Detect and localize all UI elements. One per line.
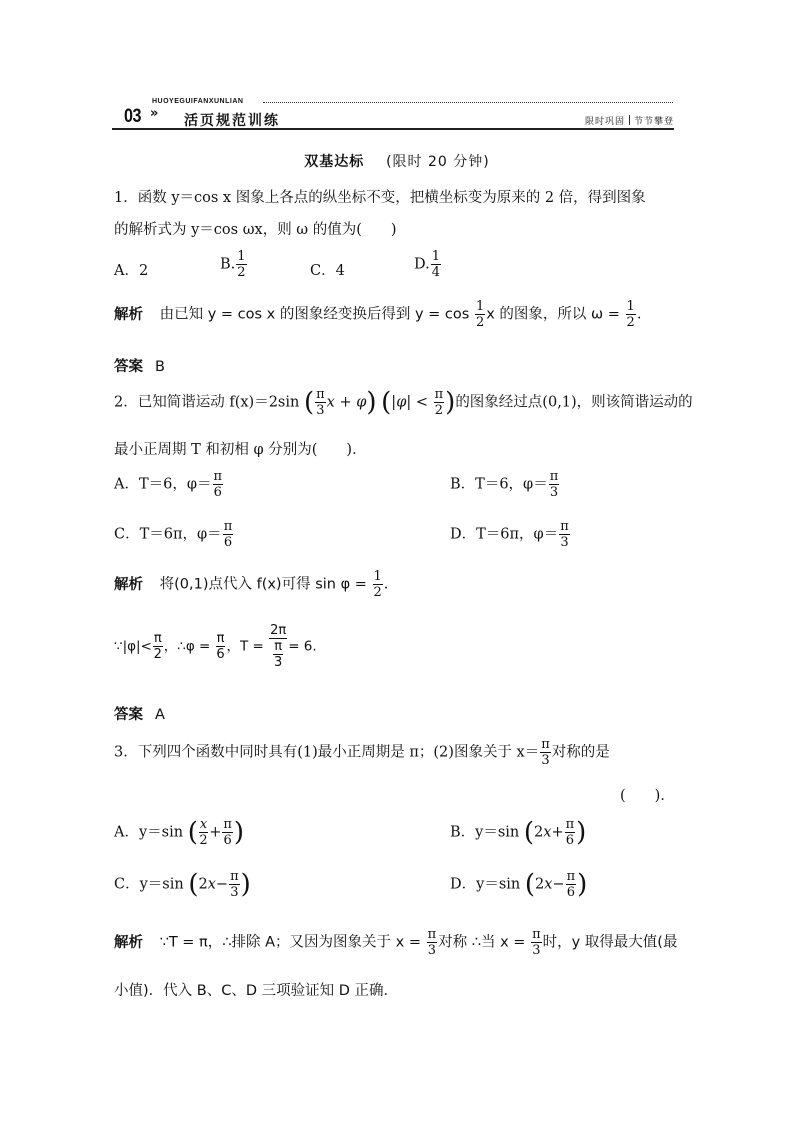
page-title-main: 双基达标 xyxy=(304,154,365,170)
chevron-icon: » xyxy=(150,106,159,121)
q3-text-pre: 3．下列四个函数中同时具有(1)最小正周期是 π；(2)图象关于 x＝ xyxy=(114,744,540,761)
q2-option-b-frac xyxy=(549,470,560,499)
q1-analysis-frac2 xyxy=(626,300,636,329)
frac-num: 1 xyxy=(373,569,382,584)
q1-text-line1: 1．函数 y＝cos x 图象上各点的纵坐标不变，把横坐标变为原来的 2 倍，得到图象 xyxy=(114,190,646,206)
frac-num: π xyxy=(566,869,576,884)
frac-num: 1 xyxy=(237,249,246,264)
q1-option-d xyxy=(414,250,442,279)
q1-answer xyxy=(114,355,165,376)
q2-answer-value: A xyxy=(155,707,165,723)
q3-var: x xyxy=(207,876,216,893)
frac-x2 xyxy=(199,818,208,847)
frac-den: 2 xyxy=(237,265,246,280)
analysis-label: 解析 xyxy=(114,576,143,593)
q3-option-a: A．y＝sin ( $\frac{x}{2}$ + $\frac{\pi}{6}$ ) xyxy=(114,817,245,848)
q3-analysis-mid: 对称 ∴当 x = xyxy=(438,934,531,951)
frac-num: 1 xyxy=(431,249,440,264)
frac-pi6 xyxy=(222,818,233,847)
header-rule xyxy=(112,128,674,130)
q2-analysis-frac xyxy=(373,570,383,599)
q3-analysis-frac-a xyxy=(427,928,438,957)
q2-frac-pi2 xyxy=(434,388,445,417)
paren-close: ) xyxy=(233,817,245,848)
q1-option-a: A．2 xyxy=(114,263,149,279)
q2-option-d xyxy=(450,520,571,549)
q2-frac-a xyxy=(153,632,163,661)
q3-var: x xyxy=(543,824,552,841)
q2-analysis-line1: 解析 将(0,1)点代入 f(x)可得 sin φ = $\frac{1}{2}$ . xyxy=(114,569,389,600)
q2-option-b xyxy=(450,470,560,499)
q3-option-c: C．y＝sin (2x− $\frac{\pi}{3}$ ) xyxy=(114,869,251,900)
q2-analysis-end: = 6. xyxy=(288,638,317,655)
frac-num: π xyxy=(560,519,569,534)
q2-analysis-line2 xyxy=(114,624,317,669)
q2-answer xyxy=(114,703,165,724)
paren-close: ) xyxy=(366,387,377,418)
q3-option-a-label: A．y＝sin xyxy=(114,824,184,841)
paren-close: ) xyxy=(576,817,587,848)
q3-var: x xyxy=(544,876,553,893)
paren-open: ( xyxy=(523,817,535,848)
q1-option-d-frac xyxy=(431,250,441,279)
q1-analysis-pre: 由已知 y = cos x 的图象经变换后得到 y = cos xyxy=(159,306,474,323)
frac-num: 1 xyxy=(626,299,635,314)
q3-blank: ( )． xyxy=(620,788,675,804)
section-number: 03 xyxy=(124,106,142,127)
q3-option-b-label: B．y＝sin xyxy=(450,824,520,841)
frac-den: 3 xyxy=(427,943,437,958)
paren-open: ( xyxy=(381,387,392,418)
analysis-label: 解析 xyxy=(114,934,143,951)
frac-den: 6 xyxy=(223,833,232,848)
q1-option-d-label: D. xyxy=(414,256,430,273)
q2-frac-inner xyxy=(273,640,283,669)
q2-analysis-pre: ∵|φ|< xyxy=(114,638,152,655)
q2-phi: φ xyxy=(356,394,367,411)
q2-phi-abs: φ xyxy=(396,394,407,411)
q2-analysis-mid: ，∴φ = xyxy=(163,638,215,655)
frac-den: 4 xyxy=(431,265,440,280)
q1-option-c: C．4 xyxy=(310,263,345,279)
header-pinyin: HUOYEGUIFANXUNLIAN xyxy=(152,98,244,105)
frac-den: 2 xyxy=(199,833,208,848)
q3-option-b: B．y＝sin (2x+ $\frac{\pi}{6}$ ) xyxy=(450,817,587,848)
q2-frac-b xyxy=(216,632,226,661)
q1-option-b-label: B. xyxy=(220,256,236,273)
frac-num: π xyxy=(434,387,444,402)
q1-answer-value: B xyxy=(155,359,165,375)
page-header xyxy=(112,96,674,130)
q3-option-c-label: C．y＝sin xyxy=(114,876,184,893)
q2-option-c-label: C．T＝6π，φ＝ xyxy=(114,526,222,543)
q2-text-pre: 2．已知简谐运动 f(x)＝2sin xyxy=(114,394,304,411)
q2-text-line2: 最小正周期 T 和初相 φ 分别为( )． xyxy=(114,442,367,458)
q1-analysis-mid: x 的图象，所以 ω = xyxy=(486,306,625,323)
frac-den: 3 xyxy=(274,655,283,670)
q3-analysis-line2: 小值)．代入 B、C、D 三项验证知 D 正确． xyxy=(114,983,398,999)
answer-label: 答案 xyxy=(114,707,143,723)
q2-option-d-frac xyxy=(559,520,570,549)
q3-analysis-end: 时，y 取得最大值(最 xyxy=(542,934,678,951)
frac-num: π xyxy=(541,737,550,752)
frac-pi3 xyxy=(229,870,240,899)
frac-num: 1 xyxy=(475,299,485,314)
frac-den: 2 xyxy=(434,403,444,418)
q2-option-c xyxy=(114,520,234,549)
q3-text-line1 xyxy=(114,738,610,767)
q2-option-b-label: B．T＝6，φ＝ xyxy=(450,476,548,493)
q2-text-post: 的图象经过点(0,1)，则该简谐运动的 xyxy=(455,394,693,411)
q2-var: x xyxy=(326,394,335,411)
q2-frac-period xyxy=(269,624,287,669)
frac-num: π xyxy=(549,469,559,484)
paren-close: ) xyxy=(445,387,456,418)
frac-den: 3 xyxy=(549,485,559,500)
header-title: 活页规范训练 xyxy=(184,113,280,129)
q2-option-c-frac xyxy=(223,520,234,549)
page-title xyxy=(0,151,794,171)
header-tags xyxy=(585,114,674,127)
paren-close: ) xyxy=(240,869,251,900)
paren-open: ( xyxy=(524,869,535,900)
frac-den: 6 xyxy=(216,647,225,662)
frac-den: 2 xyxy=(153,647,162,662)
q3-option-d-label: D．y＝sin xyxy=(450,876,521,893)
answer-label: 答案 xyxy=(114,359,143,375)
header-tag-divider xyxy=(629,115,630,125)
frac-den: 3 xyxy=(560,535,569,550)
frac-den: 2 xyxy=(373,585,382,600)
frac-num: π xyxy=(223,817,232,832)
frac-num: π xyxy=(274,639,283,654)
paren-close: ) xyxy=(577,869,588,900)
q1-option-b-frac xyxy=(236,250,246,279)
frac-num: π xyxy=(230,869,239,884)
frac-num: π xyxy=(565,817,575,832)
header-tag-right: 节节攀登 xyxy=(633,117,674,127)
q2-option-a-label: A．T＝6，φ＝ xyxy=(114,476,212,493)
q1-text-line2: 的解析式为 y＝cos ωx，则 ω 的值为( ) xyxy=(114,222,397,238)
q2-option-d-label: D．T＝6π，φ＝ xyxy=(450,526,559,543)
frac-num: π xyxy=(213,469,223,484)
q3-analysis-pre: ∵T = π，∴排除 A；又因为图象关于 x = xyxy=(159,934,426,951)
q1-option-b xyxy=(220,250,248,279)
header-dotted-rule xyxy=(263,102,673,103)
frac-num: π xyxy=(153,631,162,646)
frac-num: π xyxy=(532,927,541,942)
paren-open: ( xyxy=(188,869,199,900)
frac-den xyxy=(272,639,284,669)
q3-analysis-frac-b xyxy=(531,928,542,957)
frac-den: 3 xyxy=(316,403,325,418)
q2-text-line1: 2．已知简谐运动 f(x)＝2sin ( $\frac{\pi}{3}$ x + φ) (|φ| < $\frac{\pi}{2}$ )的图象经过点(0,1)，则该简谐运动的 xyxy=(114,387,693,418)
frac-den: 3 xyxy=(541,753,550,768)
frac-den: 3 xyxy=(230,885,239,900)
frac-den: 2 xyxy=(475,315,485,330)
paren-open: ( xyxy=(303,387,315,418)
frac-num: π xyxy=(316,387,325,402)
header-tag-left: 限时巩固 xyxy=(584,117,625,127)
q3-frac xyxy=(540,738,551,767)
q2-analysis-text: 将(0,1)点代入 f(x)可得 sin φ = xyxy=(159,576,372,593)
frac-num: π xyxy=(427,927,437,942)
paren-open: ( xyxy=(187,817,198,848)
q3-text-post: 对称的是 xyxy=(551,744,610,761)
frac-den: 3 xyxy=(532,943,541,958)
frac-pi6 xyxy=(565,818,576,847)
frac-den: 2 xyxy=(626,315,635,330)
q3-option-d: D．y＝sin (2x− $\frac{\pi}{6}$ ) xyxy=(450,869,588,900)
q2-option-a xyxy=(114,470,224,499)
q3-analysis-line1 xyxy=(114,928,677,957)
q2-analysis-t: ，T = xyxy=(226,638,269,655)
frac-num: x xyxy=(199,817,208,832)
frac-pi6 xyxy=(566,870,577,899)
q2-frac xyxy=(315,388,326,417)
frac-den: 6 xyxy=(213,485,222,500)
frac-den: 6 xyxy=(223,535,233,550)
frac-num: π xyxy=(223,519,233,534)
page-title-sub: (限时 20 分钟) xyxy=(386,154,490,170)
frac-num: 2π xyxy=(270,623,287,638)
q2-option-a-frac xyxy=(213,470,224,499)
analysis-label: 解析 xyxy=(114,306,143,323)
frac-den: 6 xyxy=(565,833,575,848)
q1-analysis: 解析 由已知 y = cos x 的图象经变换后得到 y = cos $\frac{1}{2}$ x 的图象，所以 ω = $\frac{1}{2}$ . xyxy=(114,299,642,330)
frac-den: 6 xyxy=(566,885,575,900)
frac-num: π xyxy=(216,631,225,646)
q1-analysis-frac xyxy=(475,300,485,329)
